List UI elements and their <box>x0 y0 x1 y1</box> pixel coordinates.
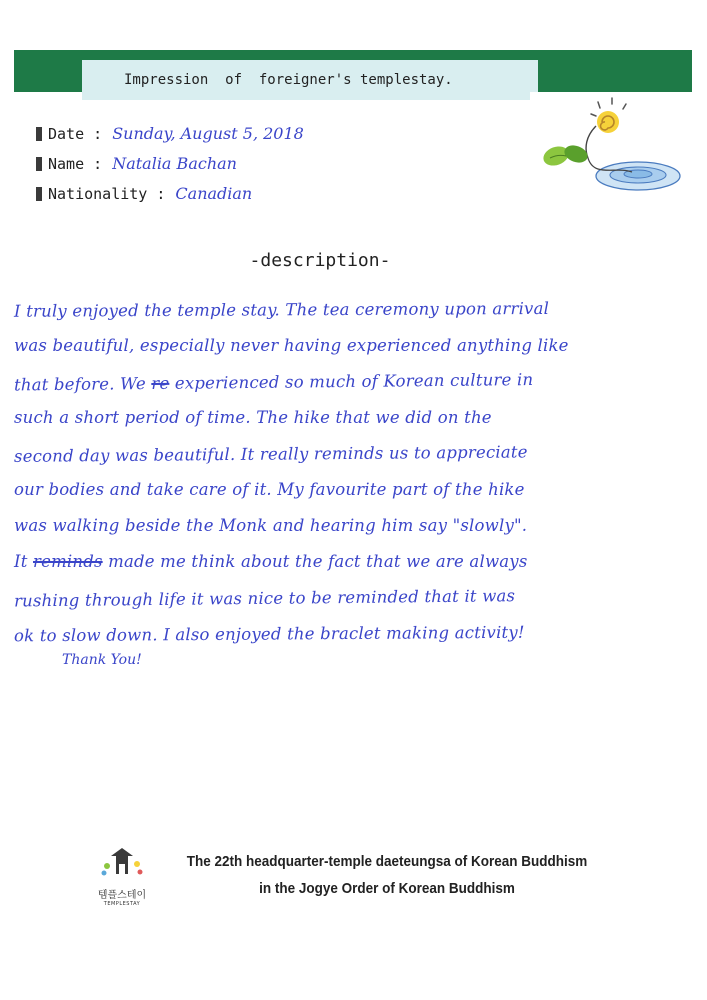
text-fragment: that before. We <box>13 374 146 395</box>
text-line: rushing through life it was nice to be reminded that it was <box>13 586 516 611</box>
handwritten-description <box>14 292 674 652</box>
name-value: Natalia Bachan <box>112 154 237 173</box>
temple-icon <box>97 846 147 880</box>
templestay-logo <box>92 846 152 912</box>
text-line: was beautiful, especially never having experienced anything like <box>14 336 569 355</box>
closing-text: Thank You! <box>62 652 142 668</box>
logo-english-text: TEMPLESTAY <box>103 901 141 907</box>
nationality-label: Nationality : <box>48 185 166 203</box>
text-line <box>14 544 674 580</box>
struck-word: re <box>151 373 170 394</box>
nationality-row <box>36 184 304 214</box>
date-value: Sunday, August 5, 2018 <box>112 124 304 143</box>
text-line: ok to slow down. I also enjoyed the braclet making activity! <box>13 622 525 646</box>
struck-word: reminds <box>33 552 103 571</box>
info-fields <box>36 124 304 214</box>
text-line: our bodies and take care of it. My favourite part of the hike <box>14 480 525 499</box>
text-fragment: experienced so much of Korean culture in <box>174 370 534 393</box>
bullet-icon <box>36 157 42 171</box>
bullet-icon <box>36 187 42 201</box>
text-fragment: It <box>14 552 28 571</box>
description-heading: -description- <box>249 250 391 271</box>
text-line: was walking beside the Monk and hearing him say "slowly". <box>14 516 528 535</box>
header-title-extension <box>530 60 538 92</box>
text-line: such a short period of time. The hike that we did on the <box>14 408 492 427</box>
bullet-icon <box>36 127 42 141</box>
text-fragment: made me think about the fact that we are always <box>108 552 528 571</box>
date-label: Date : <box>48 125 103 143</box>
header-title-box <box>82 60 530 100</box>
date-row <box>36 124 304 154</box>
name-label: Name : <box>48 155 103 173</box>
page-title: Impression of foreigner's templestay. <box>124 72 453 88</box>
text-line: second day was beautiful. It really reminds us to appreciate <box>13 442 528 466</box>
footer-text <box>180 848 594 902</box>
nationality-value: Canadian <box>175 184 253 203</box>
footer-line-1: The 22th headquarter-temple daeteungsa of Korean Buddhism <box>186 853 588 870</box>
logo-korean-text: 템플스테이 <box>97 890 147 901</box>
text-line: I truly enjoyed the temple stay. The tea ceremony upon arrival <box>13 298 550 321</box>
footer-line-2: in the Jogye Order of Korean Buddhism <box>259 880 515 897</box>
sun-sprout-water-icon <box>536 96 686 206</box>
text-line <box>14 361 674 404</box>
name-row <box>36 154 304 184</box>
